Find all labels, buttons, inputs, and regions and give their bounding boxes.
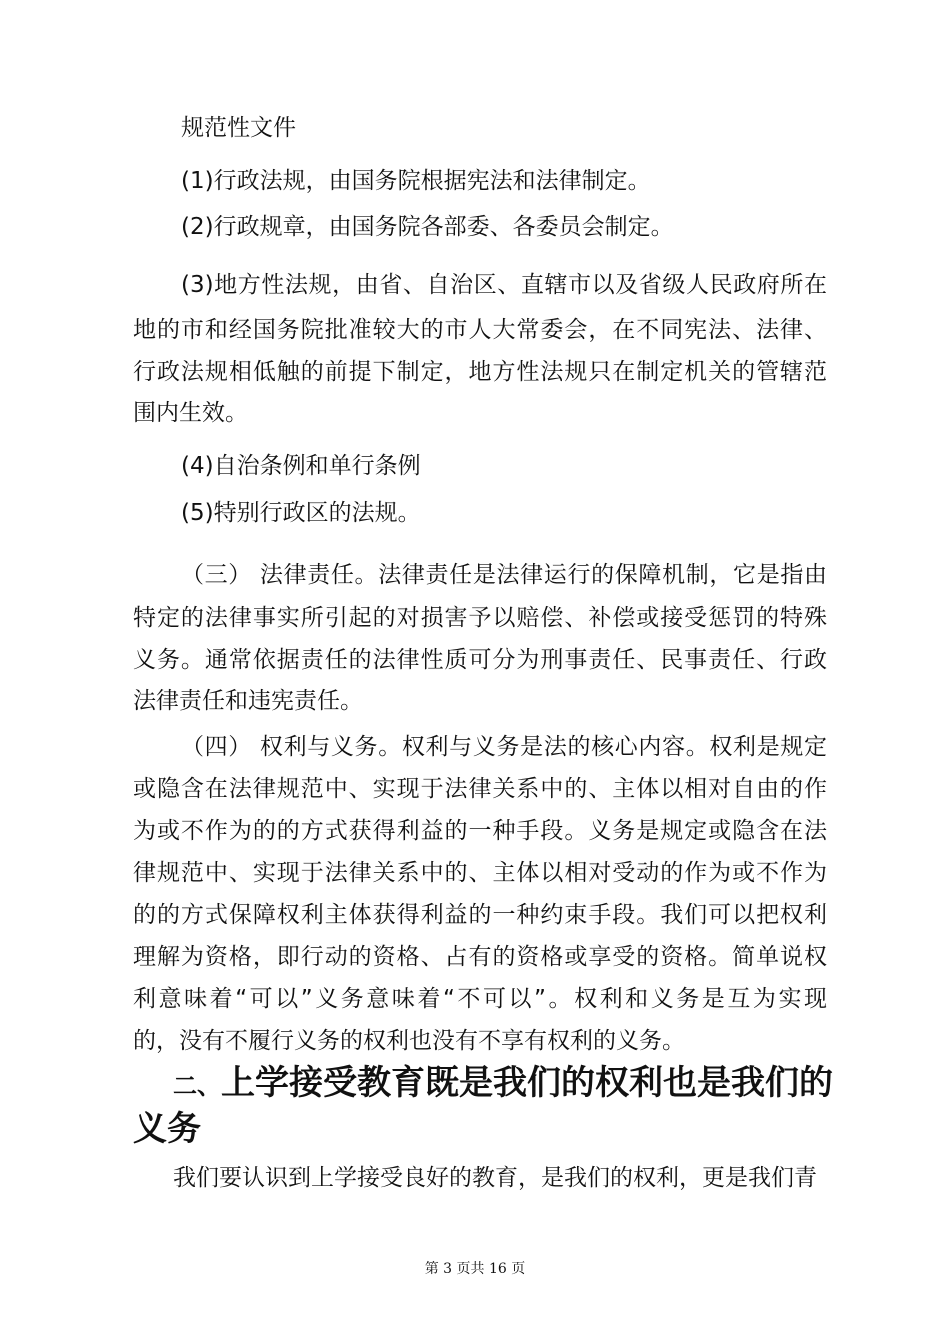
text-line-13: 法律责任和违宪责任。 <box>133 688 363 714</box>
section-number: 二、 <box>173 1072 221 1100</box>
text-line-last: 我们要认识到上学接受良好的教育，是我们的权利，更是我们青 <box>173 1165 817 1191</box>
text-line-9: (5)特别行政区的法规。 <box>181 500 421 526</box>
text-line-18: 的的方式保障权利主体获得利益的一种约束手段。我们可以把权利 <box>133 902 827 928</box>
section-heading-continued: 义务 <box>133 1109 201 1149</box>
text-line-19: 理解为资格，即行动的资格、占有的资格或享受的资格。简单说权 <box>133 944 827 970</box>
text-line-15: 或隐含在法律规范中、实现于法律关系中的、主体以相对自由的作 <box>133 776 827 802</box>
text-line-2: (1)行政法规，由国务院根据宪法和法律制定。 <box>181 168 651 194</box>
text-line-11: 特定的法律事实所引起的对损害予以赔偿、补偿或接受惩罚的特殊 <box>133 605 827 631</box>
text-line-20: 利意味着“可以”义务意味着“不可以”。权利和义务是互为实现 <box>133 986 827 1012</box>
section-heading-text: 上学接受教育既是我们的权利也是我们的 <box>221 1063 833 1103</box>
text-line-10: （三） 法律责任。法律责任是法律运行的保障机制，它是指由 <box>181 562 827 588</box>
text-line-8: (4)自治条例和单行条例 <box>181 453 421 479</box>
text-line-1: 规范性文件 <box>181 115 296 141</box>
text-line-7: 围内生效。 <box>133 400 248 426</box>
text-line-17: 律规范中、实现于法律关系中的、主体以相对受动的作为或不作为 <box>133 860 827 886</box>
text-line-21: 的，没有不履行义务的权利也没有不享有权利的义务。 <box>133 1028 685 1054</box>
section-heading <box>133 1062 833 1104</box>
page-footer: 第 3 页共 16 页 <box>424 1261 526 1277</box>
text-line-6: 行政法规相低触的前提下制定，地方性法规只在制定机关的管辖范 <box>133 359 827 385</box>
text-line-14: （四） 权利与义务。权利与义务是法的核心内容。权利是规定 <box>181 734 827 760</box>
text-line-4: (3)地方性法规，由省、自治区、直辖市以及省级人民政府所在 <box>181 272 827 298</box>
text-line-3: (2)行政规章，由国务院各部委、各委员会制定。 <box>181 214 674 240</box>
text-line-5: 地的市和经国务院批准较大的市人大常委会，在不同宪法、法律、 <box>133 317 827 343</box>
text-line-12: 义务。通常依据责任的法律性质可分为刑事责任、民事责任、行政 <box>133 647 827 673</box>
text-line-16: 为或不作为的的方式获得利益的一种手段。义务是规定或隐含在法 <box>133 818 827 844</box>
